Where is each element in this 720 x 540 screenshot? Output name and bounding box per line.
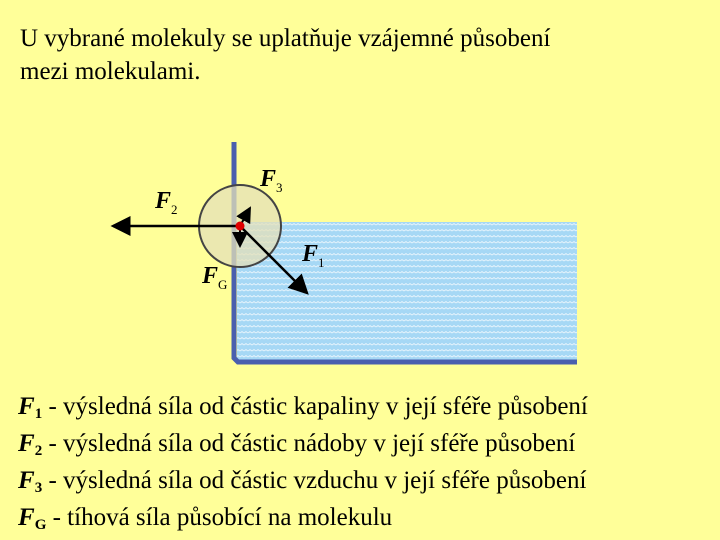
label-f2: $F_2$ <box>155 188 178 217</box>
title-line-2: mezi molekulami. <box>20 58 201 85</box>
title-line-1: U vybrané molekuly se uplatňuje vzájemné působení <box>20 25 551 52</box>
legend-symbol: $F_2$ <box>18 430 43 459</box>
label-f3: $F_3$ <box>260 166 283 195</box>
legend-text: - tíhová síla působící na molekulu <box>46 504 393 531</box>
legend-text: - výsledná síla od částic nádoby v její sféře působení <box>42 430 576 457</box>
liquid <box>237 222 577 360</box>
force-legend <box>18 392 718 540</box>
legend-symbol: $F_G$ <box>18 504 47 533</box>
label-fg: $F_G$ <box>202 263 228 292</box>
legend-item-f1 <box>18 392 718 429</box>
legend-item-f2 <box>18 429 718 466</box>
legend-item-fg <box>18 503 718 540</box>
legend-symbol: $F_3$ <box>18 467 43 496</box>
legend-text: - výsledná síla od částic vzduchu v její sféře působení <box>42 467 587 494</box>
legend-item-f3 <box>18 466 718 503</box>
label-f1: $F_1$ <box>302 241 325 270</box>
molecule <box>236 222 245 231</box>
legend-symbol: $F_1$ <box>18 393 43 422</box>
legend-text: - výsledná síla od částic kapaliny v její sféře působení <box>42 393 588 420</box>
